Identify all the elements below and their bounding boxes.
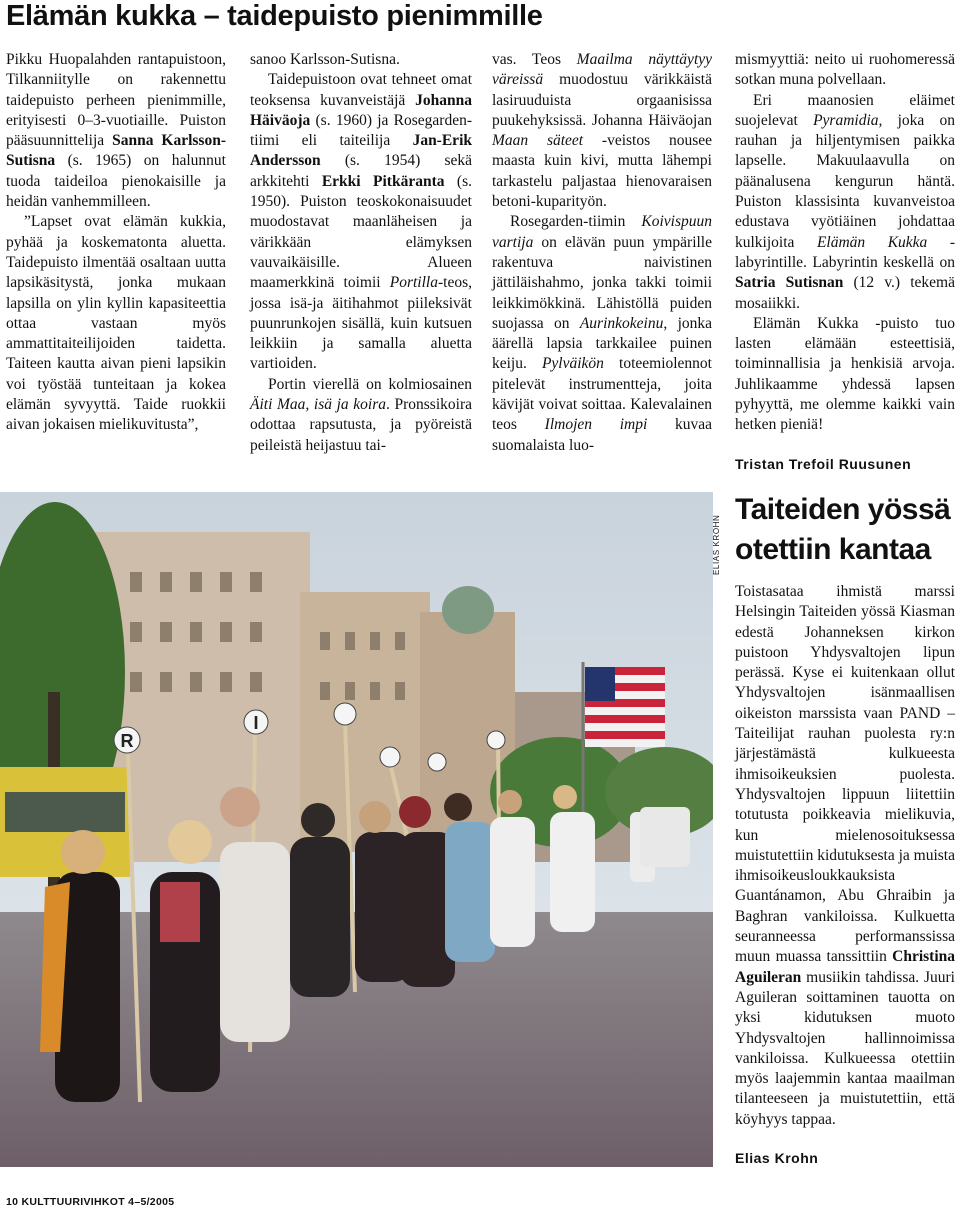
article-column-4 [735,50,955,474]
article-column-2 [250,50,472,456]
paragraph: Rosegarden-tiimin Koivispuun vartija on elävän puun ympärille rakentuva naivistinen jättiläishahmo, jonka takki toimii leikkimökkinä. Lähistöllä puiden suojassa on Aurinkokeinu, jonka äärellä lapsia tarkkailee puinen keiju. Pylväikön toteemiolennot pitelevät instrumentteja, joita kävijät voivat soittaa. Kalevalainen teos Ilmojen impi kuvaa suomalaista luo- [492,213,713,454]
van [640,807,690,867]
paragraph: mismyyttiä: neito ui ruohomeressä sotkan muna polvellaan. [735,51,955,89]
author-signature: Tristan Trefoil Ruusunen [735,455,912,472]
article-column-3 [492,50,712,456]
paragraph: Toistasataa ihmistä marssi Helsingin Taiteiden yössä Kiasman edestä Johanneksen kirkon puistoon Yhdysvaltojen lipun perässä. Kyse ei kuitenkaan ollut Yhdysvaltojen isänmaallisen oikeiston marssista vaan PAND – Taiteilijat rauhan puolesta ry:n järjestämästä kulkueesta ihmisoikeuksien puolesta. Yhdysvaltojen lippuun liitettiin totutusta poikkeavia mielikuvia, kun mielenosoituksessa muistutettiin kidutuksesta ja muista ihmisoikeusloukkauksista Guantánamon, Abu Ghraibin ja Baghran vankiloissa. Kulkuetta seuranneessa performanssissa muun muassa tanssittiin Christina Aguileran musiikin tahdissa. Juuri Aguileran soittaminen tauotta on yksi kidutuksen muoto Yhdysvaltojen hallinnoimissa vankiloissa. Kulkueessa otettiin myös laajemmin kantaa maailman tilanteeseen ja muistutettiin, että köyhyys tappaa. [735,583,955,1128]
sign-letter-i: I [253,713,259,733]
paragraph: Elämän Kukka -puisto tuo lasten elämään esteettisiä, toiminnallisia ja henkisiä arvoja. Juhlikaamme yhdessä lapsen pyhyyttä, me olemme kaikki vain hetken pieniä! [735,314,955,434]
article-2-body [735,582,955,1168]
us-flag [585,667,665,747]
page-footer: 10 KULTTUURIVIHKOT 4–5/2005 [6,1196,175,1208]
paragraph: ”Lapset ovat elämän kukkia, pyhää ja koskematonta aluetta. Taidepuisto ilmentää osaltaan uutta lapsikäsitystä, jonka mukaan lapsilla on ylin kyllin kapasiteettia ottaa vastaan myös ammattitaiteilijoiden taidetta. Taiteen kautta aivan pieni lapsikin voi työstää tunteitaan ja kokea elämän syvyyttä. Taide ruokkii aivan jokaisen mielikuvitusta”, [6,213,226,434]
tram-window [5,792,125,832]
article-column-1 [6,50,226,436]
author-signature: Elias Krohn [735,1150,819,1167]
dome [442,586,494,634]
photo-credit: ELIAS KROHN [712,514,721,575]
paragraph: Pikku Huopalahden rantapuistoon, Tilkanniitylle on rakennettu taidepuisto perheen pienimmille, erityisesti 0–3-vuotiaille. Puiston pääsuunnittelija Sanna Karlsson-Sutisna (s. 1965) on halunnut tuoda taideiloa pienokaisille ja heidän vanhemmilleen. [6,51,226,211]
article-2-title: Taiteiden yössä otettiin kantaa [735,493,951,566]
page-headline: Elämän kukka – taidepuisto pienimmille [6,0,543,32]
procession-photo [0,492,713,1167]
paragraph: Eri maanosien eläimet suojelevat Pyramidia, joka on rauhan ja hiljentymisen paikka lapselle. Makuulaavulla on päänalusena kengurun häntä. Puiston klassisinta kuvanveistoa edustava vyötiäinen johdattaa kulkijoita Elämän Kukka -labyrintille. Labyrintin keskellä on Satria Sutisnan (12 v.) tekemä mosaiikki. [735,91,955,312]
sign-letter-r: R [120,731,134,751]
paragraph: sanoo Karlsson-Sutisna. [250,51,400,68]
paragraph: vas. Teos Maailma näyttäytyy väreissä muodostuu värikkäistä lasiruuduista orgaanisissa puukehyksissä. Johanna Häiväojan Maan säteet -veistos nousee maasta kuin kivi, mutta lähempi tarkastelu paljastaa hienovaraisen betoni-kuparityön. [492,51,713,211]
paragraph: Taidepuistoon ovat tehneet omat teoksensa kuvanveistäjä Johanna Häiväoja (s. 1960) ja Rosegarden-tiimi eli taiteilija Jan-Erik Andersson (s. 1954) sekä arkkitehti Erkki Pitkäranta (s. 1950). Puiston teoskokonaisuudet muodostavat maanläheisen ja värikkään elämyksen vauvaikäisille. Alueen maamerkkinä toimii Portilla-teos, jossa isä-ja äitihahmot piileksivät puunrunkojen sisällä, kuin kutsuen leikkiin ja samalla aluetta vartioiden. [250,71,472,373]
paragraph: Portin vierellä on kolmiosainen Äiti Maa, isä ja koira. Pronssikoira odottaa rapsutusta, ja pyöreistä peileistä heijastuu tai- [250,375,472,454]
